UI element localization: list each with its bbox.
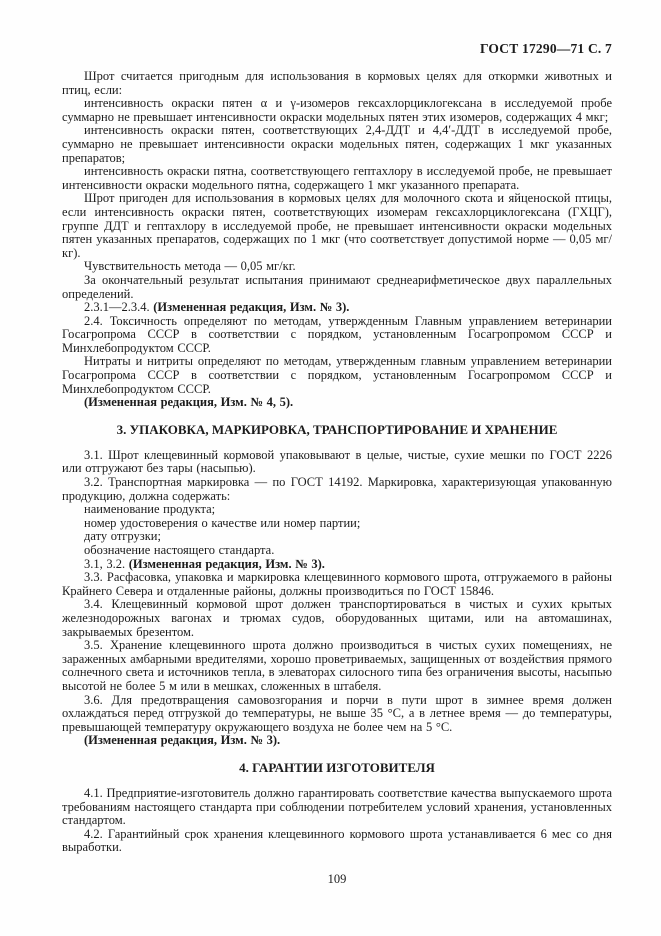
paragraph	[62, 639, 612, 693]
paragraph	[62, 70, 612, 97]
document-body	[62, 70, 612, 855]
paragraph-text: Нитраты и нитриты определяют по методам, утвержденным главным управлением ветеринарии Госагропрома СССР в соответствии с порядком, установленным Госагропромом СССР и Минхлебопродуктом СССР.	[62, 354, 612, 396]
paragraph	[62, 165, 612, 192]
amended-note-text: (Измененная редакция, Изм. № 3).	[153, 300, 350, 315]
paragraph-text: 3.2. Транспортная маркировка — по ГОСТ 14192. Маркировка, характеризующая упакованную продукцию, должна содержать:	[62, 475, 612, 503]
amended-note-text: 3. УПАКОВКА, МАРКИРОВКА, ТРАНСПОРТИРОВАНИЕ И ХРАНЕНИЕ	[116, 421, 558, 437]
paragraph-text: дату отгрузки;	[84, 529, 161, 544]
paragraph-text: 3.3. Расфасовка, упаковка и маркировка клещевинного кормового шрота, отгружаемого в районы Крайнего Севера и отдаленные районы, должны производиться по ГОСТ 15846.	[62, 570, 612, 598]
paragraph-text: интенсивность окраски пятен, соответствующих 2,4-ДДТ и 4,4′-ДДТ в исследуемой пробе, суммарно не превышает интенсивности окраски модельных пятен, содержащих 1 мкг указанных препаратов;	[62, 123, 612, 165]
paragraph	[62, 558, 612, 572]
paragraph	[62, 124, 612, 165]
amended-note-text: (Измененная редакция, Изм. № 4, 5).	[84, 395, 294, 410]
paragraph	[62, 503, 612, 517]
paragraph	[62, 787, 612, 828]
paragraph-text: Шрот пригоден для использования в кормовых целях для молочного скота и яйценоской птицы, если интенсивность окраски пятен, соответствующих изомерам гексахлорциклогексана (ГХЦГ), группе ДДТ и гептахлору в исследуемой пробе, не превышает интенсивности окраски модельных пятен указанных препаратов, содержащих по 1 мкг (что соответствует допустимой норме — 0,05 мг/кг).	[62, 191, 612, 260]
paragraph-text: 4.1. Предприятие-изготовитель должно гарантировать соответствие качества выпускаемого шрота требованиям настоящего стандарта при соблюдении потребителем условий хранения, установленных стандартом.	[62, 785, 612, 828]
paragraph	[62, 449, 612, 476]
paragraph	[62, 315, 612, 356]
page-footer	[62, 872, 612, 886]
section-heading	[62, 761, 612, 775]
paragraph	[62, 598, 612, 639]
paragraph-text: интенсивность окраски пятна, соответствующего гептахлору в исследуемой пробе, не превышает интенсивности окраски модельного пятна, содержащего 1 мкг указанного препарата.	[62, 164, 612, 192]
amended-note-text: (Измененная редакция, Изм. № 3).	[84, 733, 281, 748]
paragraph	[62, 355, 612, 396]
paragraph-text: 2.4. Токсичность определяют по методам, утвержденным Главным управлением ветеринарии Госагропрома СССР в соответствии с порядком, установленным Госагропромом СССР и Минхлебопродуктом СССР.	[62, 313, 612, 355]
paragraph	[62, 301, 612, 315]
paragraph	[62, 396, 612, 410]
section-heading	[62, 423, 612, 437]
paragraph	[62, 476, 612, 503]
paragraph-text: наименование продукта;	[84, 502, 216, 517]
paragraph	[62, 694, 612, 735]
paragraph-text: интенсивность окраски пятен α и γ-изомеров гексахлорциклогексана в исследуемой пробе суммарно не превышает интенсивности окраски модельных пятен этих изомеров, содержащих 4 мкг;	[62, 96, 612, 124]
paragraph	[62, 530, 612, 544]
paragraph	[62, 274, 612, 301]
paragraph-text: 3.1, 3.2.	[84, 556, 129, 571]
standard-reference: ГОСТ 17290—71 С. 7	[479, 41, 612, 56]
paragraph	[62, 544, 612, 558]
paragraph-text: Шрот считается пригодным для использования в кормовых целях для откормки животных и птиц, если:	[62, 69, 612, 97]
amended-note-text: (Измененная редакция, Изм. № 3).	[128, 556, 325, 571]
paragraph-text: 3.4. Клещевинный кормовой шрот должен транспортироваться в чистых и сухих крытых железнодорожных вагонах и трюмах судов, оборудованных щитами, или на автомашинах, закрываемых брезентом.	[62, 597, 612, 639]
paragraph-text: Чувствительность метода — 0,05 мг/кг.	[84, 259, 296, 274]
paragraph-text: 4.2. Гарантийный срок хранения клещевинного кормового шрота устанавливается 6 мес со дня выработки.	[62, 826, 612, 855]
paragraph	[62, 828, 612, 855]
page-header	[62, 42, 612, 56]
paragraph-text: 3.6. Для предотвращения самовозгорания и порчи в пути шрот в зимнее время должен охлаждаться перед отгрузкой до температуры, не выше 35 °С, а в летнее время — до температуры, превышающей температуру окружающего воздуха не более чем на 5 °С.	[62, 692, 612, 734]
paragraph	[62, 97, 612, 124]
paragraph	[62, 517, 612, 531]
paragraph-text: номер удостоверения о качестве или номер партии;	[84, 515, 361, 530]
paragraph	[62, 734, 612, 748]
paragraph	[62, 260, 612, 274]
paragraph	[62, 192, 612, 260]
paragraph-text: 3.5. Хранение клещевинного шрота должно производиться в чистых сухих помещениях, не зараженных амбарными вредителями, хорошо проветриваемых, защищенных от воздействия прямого солнечного света и источников тепла, в элеваторах силосного типа без ограничения высоты, насыпью высотой не более 5 м или в мешках, сложенных в штабеля.	[62, 638, 612, 693]
paragraph-text: обозначение настоящего стандарта.	[84, 543, 275, 557]
amended-note-text: 4. ГАРАНТИИ ИЗГОТОВИТЕЛЯ	[239, 759, 435, 775]
page-number: 109	[327, 871, 347, 886]
paragraph-text: 3.1. Шрот клещевинный кормовой упаковывают в целые, чистые, сухие мешки по ГОСТ 2226 или отгружают без тары (насыпью).	[62, 447, 612, 476]
paragraph-text: 2.3.1—2.3.4.	[84, 300, 154, 315]
paragraph-text: За окончательный результат испытания принимают среднеарифметическое двух параллельных определений.	[62, 272, 612, 301]
paragraph	[62, 571, 612, 598]
